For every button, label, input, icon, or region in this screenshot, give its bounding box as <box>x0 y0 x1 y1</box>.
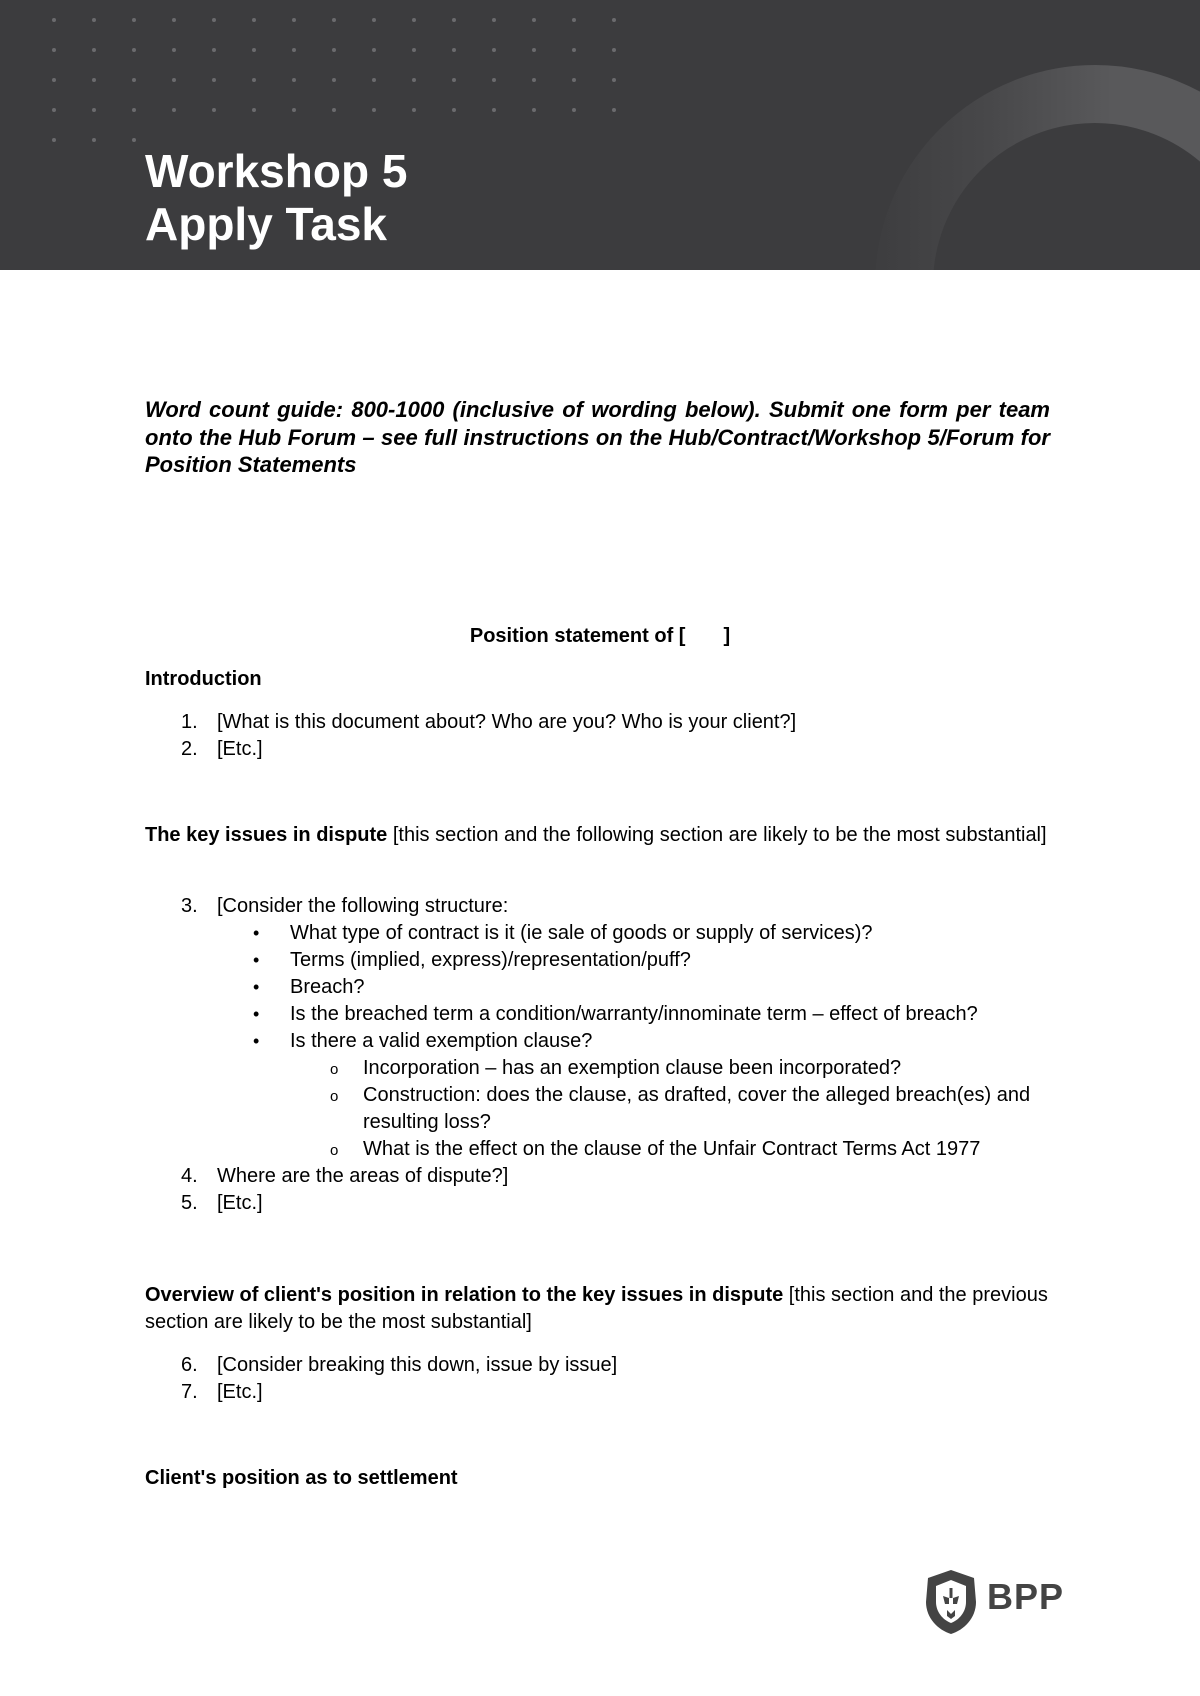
title-line-2: Apply Task <box>145 198 387 250</box>
decorative-dot <box>532 48 536 52</box>
decorative-dot <box>332 48 336 52</box>
list-item: 3. [Consider the following structure: <box>181 895 509 917</box>
decorative-dot <box>532 78 536 82</box>
decorative-dot-grid <box>0 0 620 150</box>
decorative-dot <box>52 48 56 52</box>
decorative-dot <box>612 108 616 112</box>
key-issues-list <box>145 893 1055 1217</box>
decorative-dot <box>452 48 456 52</box>
decorative-dot <box>412 18 416 22</box>
decorative-dot <box>132 78 136 82</box>
position-statement-heading <box>0 625 1200 648</box>
decorative-dot <box>212 48 216 52</box>
decorative-dot <box>292 18 296 22</box>
decorative-dot <box>372 18 376 22</box>
logo-text: BPP <box>987 1576 1065 1617</box>
list-item: 4. Where are the areas of dispute?] <box>181 1165 509 1187</box>
list-item: 1. [What is this document about? Who are you? Who is your client?] <box>181 711 797 733</box>
decorative-dot <box>452 78 456 82</box>
decorative-dot <box>252 78 256 82</box>
decorative-dot <box>252 108 256 112</box>
word-count-guide: Word count guide: 800-1000 (inclusive of wording below). Submit one form per team onto the Hub Forum – see full instructions on the Hub/Contract/Workshop 5/Forum for Position Statements <box>145 397 1050 477</box>
decorative-dot <box>412 78 416 82</box>
decorative-dot <box>372 108 376 112</box>
decorative-dot <box>132 18 136 22</box>
decorative-dot <box>532 108 536 112</box>
title-line-1: Workshop 5 <box>145 145 408 197</box>
list-item: 7. [Etc.] <box>181 1381 263 1403</box>
decorative-dot <box>52 18 56 22</box>
decorative-dot <box>172 18 176 22</box>
decorative-dot <box>372 78 376 82</box>
decorative-dot <box>332 18 336 22</box>
decorative-dot <box>532 18 536 22</box>
list-item: 5. [Etc.] <box>181 1192 263 1214</box>
overview-list <box>145 1352 1055 1406</box>
decorative-dot <box>172 108 176 112</box>
lion-shield-icon <box>922 1568 980 1636</box>
decorative-dot <box>412 48 416 52</box>
decorative-dot <box>252 18 256 22</box>
decorative-dot <box>92 48 96 52</box>
decorative-dot <box>572 108 576 112</box>
decorative-dot <box>492 108 496 112</box>
bullet-item: • Is the breached term a condition/warranty/innominate term – effect of breach? <box>253 1003 978 1025</box>
position-statement-suffix: ] <box>723 625 731 647</box>
decorative-dot <box>172 78 176 82</box>
decorative-dot <box>92 18 96 22</box>
bullet-item: • Breach? <box>253 976 365 998</box>
decorative-dot <box>52 78 56 82</box>
bullet-item: • What type of contract is it (ie sale of goods or supply of services)? <box>253 922 873 944</box>
list-item: 6. [Consider breaking this down, issue by issue] <box>181 1354 618 1376</box>
introduction-list <box>145 709 1055 763</box>
decorative-dot <box>572 78 576 82</box>
bullet-item: • Terms (implied, express)/representation/puff? <box>253 949 691 971</box>
header-banner <box>0 0 1200 270</box>
decorative-dot <box>132 48 136 52</box>
decorative-dot <box>212 108 216 112</box>
decorative-dot <box>612 18 616 22</box>
decorative-dot <box>492 18 496 22</box>
overview-heading: Overview of client's position in relation to the key issues in dispute [this section and the previous section are likely to be the most substantial] <box>145 1284 1048 1333</box>
decorative-dot <box>412 108 416 112</box>
decorative-dot <box>572 18 576 22</box>
decorative-dot <box>332 78 336 82</box>
decorative-dot <box>572 48 576 52</box>
decorative-dot <box>612 78 616 82</box>
decorative-dot <box>212 78 216 82</box>
settlement-heading: Client's position as to settlement <box>145 1467 458 1489</box>
decorative-dot <box>612 48 616 52</box>
decorative-dot <box>292 48 296 52</box>
decorative-dot <box>52 138 56 142</box>
sub-bullet-item: o What is the effect on the clause of the Unfair Contract Terms Act 1977 <box>330 1138 981 1160</box>
decorative-dot <box>292 108 296 112</box>
bpp-logo <box>922 1568 1065 1638</box>
key-issues-heading: The key issues in dispute [this section and the following section are likely to be the most substantial] <box>145 824 1047 846</box>
decorative-dot <box>452 108 456 112</box>
decorative-dot <box>372 48 376 52</box>
sub-bullet-item: o Construction: does the clause, as drafted, cover the alleged breach(es) and resulting loss? <box>330 1084 1031 1133</box>
decorative-dot <box>212 18 216 22</box>
decorative-dot <box>252 48 256 52</box>
decorative-dot <box>492 78 496 82</box>
decorative-dot <box>332 108 336 112</box>
position-statement-prefix: Position statement of [ <box>469 625 686 647</box>
decorative-dot <box>492 48 496 52</box>
page-title <box>145 145 407 251</box>
introduction-heading: Introduction <box>145 668 262 690</box>
decorative-dot <box>172 48 176 52</box>
bullet-item: • Is there a valid exemption clause? <box>253 1030 593 1052</box>
decorative-dot <box>92 108 96 112</box>
decorative-dot <box>132 138 136 142</box>
decorative-dot <box>92 138 96 142</box>
sub-bullet-item: o Incorporation – has an exemption clause been incorporated? <box>330 1057 902 1079</box>
decorative-dot <box>92 78 96 82</box>
list-item: 2. [Etc.] <box>181 738 263 760</box>
decorative-dot <box>452 18 456 22</box>
decorative-dot <box>132 108 136 112</box>
decorative-dot <box>292 78 296 82</box>
decorative-dot <box>52 108 56 112</box>
